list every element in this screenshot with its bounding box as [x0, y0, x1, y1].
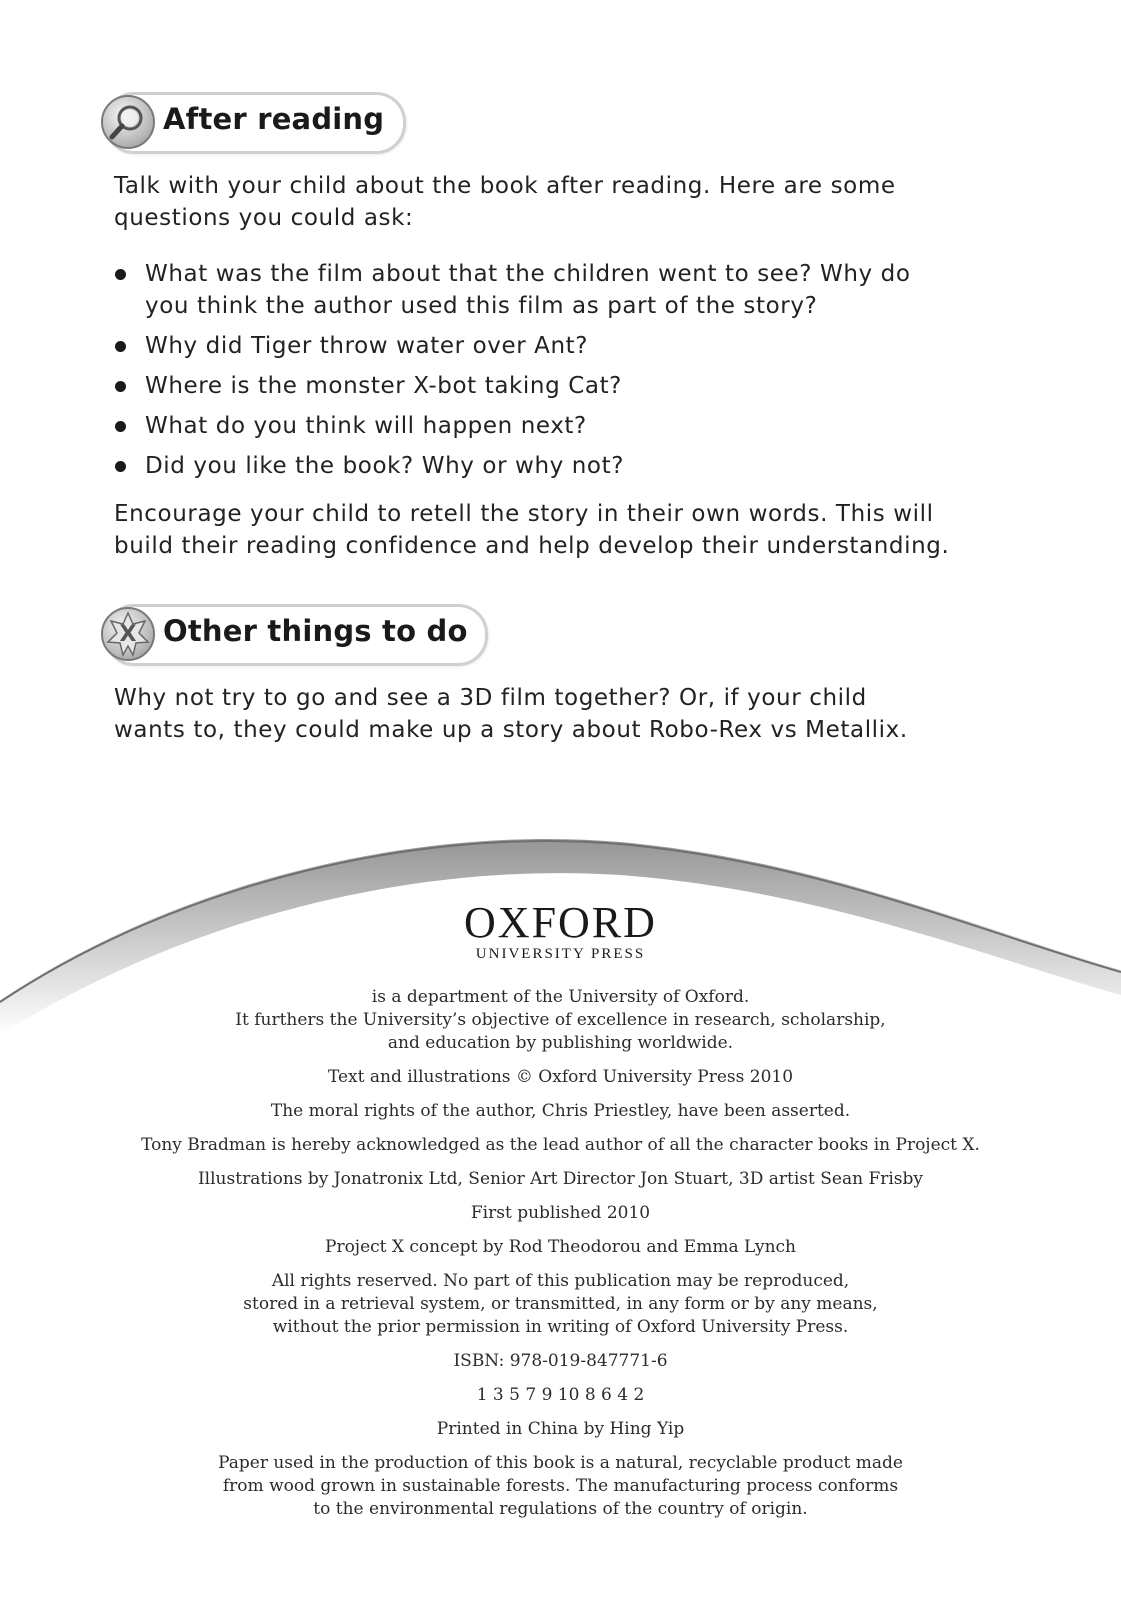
imprint-paragraph — [0, 1168, 1121, 1191]
imprint-line: from wood grown in sustainable forests. The manufacturing process conforms — [222, 1476, 899, 1496]
imprint-line: Illustrations by Jonatronix Ltd, Senior Art Director Jon Stuart, 3D artist Sean Frisby — [197, 1169, 924, 1189]
badge-letter: X — [119, 622, 137, 647]
imprint-paragraph — [0, 1134, 1121, 1157]
intro-line: questions you could ask: — [114, 205, 414, 231]
imprint-paragraph — [0, 986, 1121, 1055]
imprint-block — [0, 986, 1121, 1532]
after-reading-title: After reading — [163, 102, 385, 136]
question-item — [114, 258, 974, 322]
imprint-paragraph — [0, 1236, 1121, 1259]
imprint-line: All rights reserved. No part of this publication may be reproduced, — [271, 1271, 850, 1291]
other-things-text — [114, 682, 908, 746]
imprint-paragraph — [0, 1270, 1121, 1339]
question-text: you think the author used this film as part of the story? — [145, 293, 818, 319]
question-text: What was the film about that the children went to see? Why do — [145, 261, 911, 287]
question-text: Where is the monster X-bot taking Cat? — [145, 373, 622, 399]
other-things-title: Other things to do — [163, 614, 468, 648]
question-item — [114, 370, 974, 402]
question-text: Did you like the book? Why or why not? — [145, 453, 625, 479]
question-text: Why did Tiger throw water over Ant? — [145, 333, 589, 359]
imprint-paragraph — [0, 1066, 1121, 1089]
isbn: ISBN: 978-019-847771-6 — [453, 1351, 668, 1371]
magnifier-icon — [101, 95, 155, 149]
imprint-line: Text and illustrations © Oxford University Press 2010 — [327, 1067, 794, 1087]
other-things-line: wants to, they could make up a story about Robo-Rex vs Metallix. — [114, 717, 908, 743]
imprint-line: Project X concept by Rod Theodorou and Emma Lynch — [325, 1237, 796, 1257]
imprint-paragraph — [0, 1202, 1121, 1225]
imprint-line: The moral rights of the author, Chris Priestley, have been asserted. — [270, 1101, 851, 1121]
imprint-line: It furthers the University’s objective of excellence in research, scholarship, — [235, 1010, 886, 1030]
imprint-line: Tony Bradman is hereby acknowledged as the lead author of all the character books in Project X. — [141, 1135, 980, 1155]
imprint-line: and education by publishing worldwide. — [387, 1033, 734, 1053]
imprint-line: stored in a retrieval system, or transmitted, in any form or by any means, — [243, 1294, 878, 1314]
question-item — [114, 410, 974, 442]
imprint-paragraph — [0, 1350, 1121, 1373]
question-item — [114, 450, 974, 482]
question-item — [114, 330, 974, 362]
imprint-line: Paper used in the production of this book is a natural, recyclable product made — [218, 1453, 903, 1473]
imprint-paragraph — [0, 1418, 1121, 1441]
intro-line: Talk with your child about the book after reading. Here are some — [114, 173, 896, 199]
imprint-paragraph — [0, 1452, 1121, 1521]
imprint-paragraph — [0, 1384, 1121, 1407]
print-line: 1 3 5 7 9 10 8 6 4 2 — [476, 1385, 645, 1405]
other-things-line: Why not try to go and see a 3D film together? Or, if your child — [114, 685, 867, 711]
oxford-logo — [0, 900, 1121, 963]
outro-line: Encourage your child to retell the story in their own words. This will — [114, 501, 934, 527]
imprint-line: is a department of the University of Oxford. — [371, 987, 750, 1007]
imprint-paragraph — [0, 1100, 1121, 1123]
outro-line: build their reading confidence and help develop their understanding. — [114, 533, 950, 559]
x-badge-icon — [101, 607, 155, 661]
question-list — [114, 258, 974, 490]
after-reading-outro — [114, 498, 949, 562]
oxford-subtitle: UNIVERSITY PRESS — [475, 946, 646, 962]
imprint-line: First published 2010 — [470, 1203, 651, 1223]
question-text: What do you think will happen next? — [145, 413, 587, 439]
imprint-line: without the prior permission in writing of Oxford University Press. — [272, 1317, 849, 1337]
oxford-wordmark: OXFORD — [464, 898, 657, 947]
imprint-line: Printed in China by Hing Yip — [436, 1419, 685, 1439]
imprint-line: to the environmental regulations of the country of origin. — [313, 1499, 808, 1519]
after-reading-intro — [114, 170, 896, 234]
